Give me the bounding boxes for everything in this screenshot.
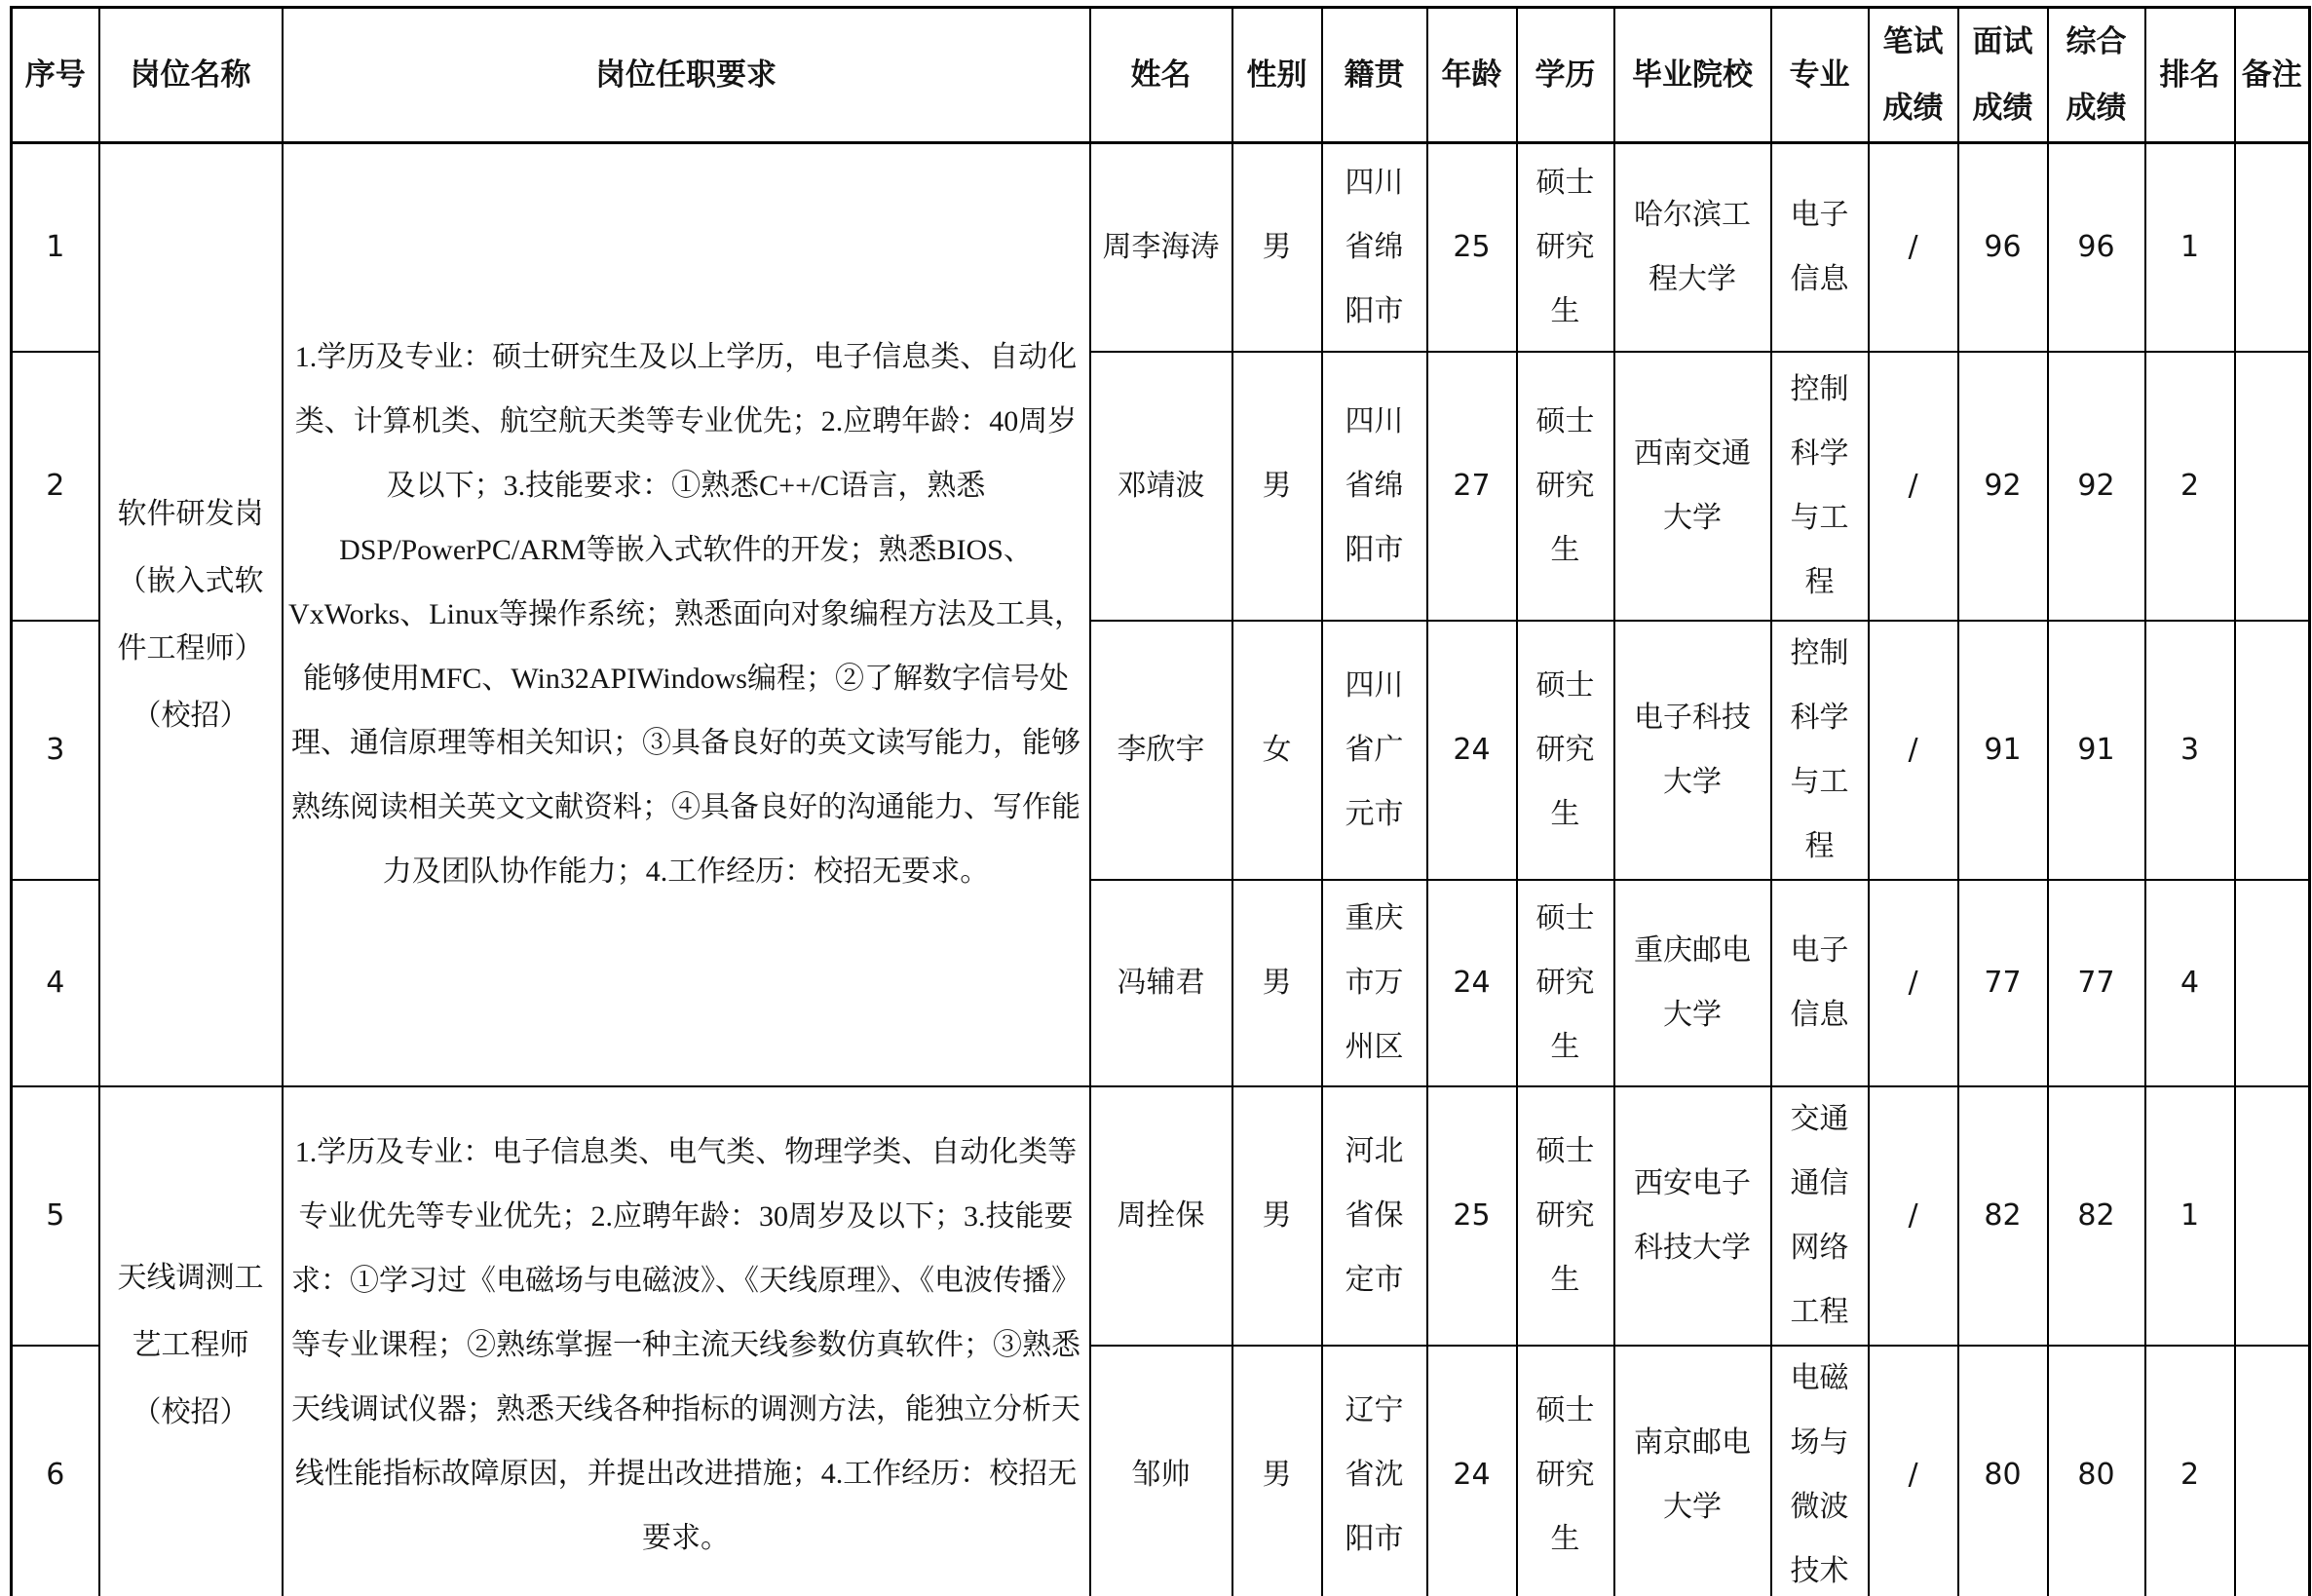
major-cell-text: 控制科学与工程 [1790,636,1849,862]
position-name-cell [99,1086,283,1596]
header-written-score-label: 笔试成绩 [1882,24,1944,126]
school-cell-text: 重庆邮电大学 [1634,933,1751,1031]
written-score-cell: / [1869,1346,1958,1596]
age-cell: 25 [1427,143,1517,352]
age-cell: 24 [1427,1346,1517,1596]
header-written-score [1869,8,1958,143]
origin-cell-text: 四川省广元市 [1345,668,1404,830]
header-rank: 排名 [2145,8,2235,143]
rank-cell: 1 [2145,1086,2235,1346]
interview-score-cell: 96 [1958,143,2048,352]
origin-cell-text: 四川省绵阳市 [1345,167,1404,328]
interview-score-cell: 77 [1958,880,2048,1086]
name-cell: 周拴保 [1090,1086,1232,1346]
origin-cell-text: 河北省保定市 [1345,1134,1404,1296]
major-cell [1771,621,1869,880]
candidate-row-5 [12,1086,2310,1346]
education-cell-text: 硕士研究生 [1535,167,1595,328]
written-score-cell: / [1869,1086,1958,1346]
education-cell [1517,1346,1614,1596]
position-name-cell-text: 天线调测工艺工程师（校招） [117,1262,264,1429]
rank-cell: 1 [2145,143,2235,352]
school-cell [1614,1086,1771,1346]
overall-score-cell: 77 [2048,880,2145,1086]
age-cell: 27 [1427,352,1517,621]
header-age: 年龄 [1427,8,1517,143]
written-score-cell: / [1869,621,1958,880]
header-remark: 备注 [2235,8,2310,143]
gender-cell: 男 [1232,1346,1322,1596]
written-score-cell: / [1869,352,1958,621]
header-gender: 性别 [1232,8,1322,143]
major-cell-text: 交通通信网络工程 [1790,1102,1849,1328]
education-cell [1517,352,1614,621]
origin-cell-text: 重庆市万州区 [1345,901,1404,1063]
origin-cell [1322,143,1427,352]
major-cell-text: 电磁场与微波技术 [1790,1361,1849,1587]
remark-cell [2235,621,2310,880]
major-cell-text: 电子信息 [1790,933,1849,1031]
overall-score-cell: 91 [2048,621,2145,880]
school-cell [1614,352,1771,621]
header-name: 姓名 [1090,8,1232,143]
position-name-cell-text: 软件研发岗（嵌入式软件工程师）（校招） [117,498,264,733]
school-cell-text: 南京邮电大学 [1634,1425,1751,1523]
name-cell: 邓靖波 [1090,352,1232,621]
gender-cell: 男 [1232,143,1322,352]
position-name-cell [99,143,283,1086]
school-cell [1614,1346,1771,1596]
overall-score-cell: 92 [2048,352,2145,621]
origin-cell [1322,621,1427,880]
gender-cell: 女 [1232,621,1322,880]
education-cell-text: 硕士研究生 [1535,901,1595,1063]
overall-score-cell: 82 [2048,1086,2145,1346]
age-cell: 24 [1427,621,1517,880]
seq-cell: 5 [12,1086,99,1346]
remark-cell [2235,880,2310,1086]
education-cell [1517,143,1614,352]
origin-cell-text: 四川省绵阳市 [1345,404,1404,566]
job-requirements-cell: 1.学历及专业：硕士研究生及以上学历，电子信息类、自动化类、计算机类、航空航天类等专业优先；2.应聘年龄：40周岁及以下；3.技能要求：①熟悉C++/C语言，熟悉DSP/PowerPC/ARM等嵌入式软件的开发；熟悉BIOS、VxWorks、Linux等操作系统；熟悉面向对象编程方法及工具，能够使用MFC、Win32APIWindows编程；②了解数字信号处理、通信原理等相关知识；③具备良好的英文读写能力，能够熟练阅读相关英文文献资料；④具备良好的沟通能力、写作能力及团队协作能力；4.工作经历：校招无要求。 [283,143,1090,1086]
interview-score-cell: 91 [1958,621,2048,880]
overall-score-cell: 96 [2048,143,2145,352]
major-cell [1771,1346,1869,1596]
origin-cell [1322,1346,1427,1596]
seq-cell: 6 [12,1346,99,1596]
seq-cell: 3 [12,621,99,880]
education-cell-text: 硕士研究生 [1535,1393,1595,1555]
education-cell [1517,880,1614,1086]
name-cell: 周李海涛 [1090,143,1232,352]
major-cell-text: 电子信息 [1790,199,1849,296]
school-cell-text: 西南交通大学 [1634,437,1751,534]
header-overall-score-label: 综合成绩 [2066,24,2127,126]
education-cell [1517,1086,1614,1346]
header-interview-score-label: 面试成绩 [1972,24,2033,126]
school-cell-text: 西安电子科技大学 [1634,1166,1751,1264]
seq-cell: 4 [12,880,99,1086]
written-score-cell: / [1869,880,1958,1086]
education-cell [1517,621,1614,880]
job-requirements-cell: 1.学历及专业：电子信息类、电气类、物理学类、自动化类等专业优先等专业优先；2.应聘年龄：30周岁及以下；3.技能要求：①学习过《电磁场与电磁波》、《天线原理》、《电波传播》等专业课程；②熟练掌握一种主流天线参数仿真软件；③熟悉天线调试仪器；熟悉天线各种指标的调测方法，能独立分析天线性能指标故障原因，并提出改进措施；4.工作经历：校招无要求。 [283,1086,1090,1596]
name-cell: 李欣宇 [1090,621,1232,880]
school-cell-text: 哈尔滨工程大学 [1634,199,1751,296]
major-cell [1771,880,1869,1086]
origin-cell-text: 辽宁省沈阳市 [1345,1393,1404,1555]
name-cell: 冯辅君 [1090,880,1232,1086]
remark-cell [2235,352,2310,621]
rank-cell: 4 [2145,880,2235,1086]
gender-cell: 男 [1232,880,1322,1086]
header-overall-score [2048,8,2145,143]
rank-cell: 3 [2145,621,2235,880]
school-cell-text: 电子科技大学 [1634,701,1751,798]
seq-cell: 1 [12,143,99,352]
remark-cell [2235,1086,2310,1346]
written-score-cell: / [1869,143,1958,352]
education-cell-text: 硕士研究生 [1535,1134,1595,1296]
origin-cell [1322,1086,1427,1346]
education-cell-text: 硕士研究生 [1535,668,1595,830]
remark-cell [2235,143,2310,352]
overall-score-cell: 80 [2048,1346,2145,1596]
header-major: 专业 [1771,8,1869,143]
header-requirements: 岗位任职要求 [283,8,1090,143]
name-cell: 邹帅 [1090,1346,1232,1596]
school-cell [1614,621,1771,880]
header-row [12,8,2310,143]
seq-cell: 2 [12,352,99,621]
school-cell [1614,880,1771,1086]
rank-cell: 2 [2145,1346,2235,1596]
header-interview-score [1958,8,2048,143]
candidate-row-1 [12,143,2310,352]
age-cell: 25 [1427,1086,1517,1346]
origin-cell [1322,352,1427,621]
education-cell-text: 硕士研究生 [1535,404,1595,566]
remark-cell [2235,1346,2310,1596]
major-cell [1771,1086,1869,1346]
major-cell-text: 控制科学与工程 [1790,372,1849,598]
gender-cell: 男 [1232,1086,1322,1346]
interview-score-cell: 82 [1958,1086,2048,1346]
header-seq: 序号 [12,8,99,143]
school-cell [1614,143,1771,352]
age-cell: 24 [1427,880,1517,1086]
origin-cell [1322,880,1427,1086]
header-education: 学历 [1517,8,1614,143]
header-position: 岗位名称 [99,8,283,143]
recruitment-results-table [10,6,2311,1596]
header-school: 毕业院校 [1614,8,1771,143]
major-cell [1771,143,1869,352]
interview-score-cell: 92 [1958,352,2048,621]
interview-score-cell: 80 [1958,1346,2048,1596]
gender-cell: 男 [1232,352,1322,621]
rank-cell: 2 [2145,352,2235,621]
major-cell [1771,352,1869,621]
header-origin: 籍贯 [1322,8,1427,143]
